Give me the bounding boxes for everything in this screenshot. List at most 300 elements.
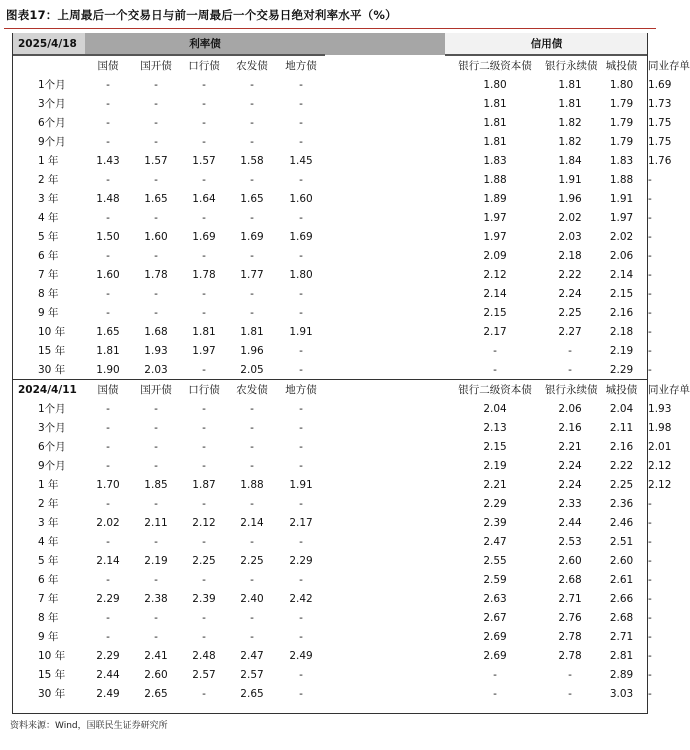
table-cell: 2.22 <box>558 268 582 281</box>
table-cell: 1.78 <box>192 268 216 281</box>
table-cell: 1.77 <box>240 268 264 281</box>
table-row: 10 年 1.65 1.68 1.81 1.81 1.91 2.17 2.27 2.18 - <box>12 322 648 341</box>
table-cell: 2.19 <box>144 554 168 567</box>
tenor-label: 3个月 <box>38 422 66 434</box>
table-cell: - <box>299 249 303 262</box>
table-cell: 2.19 <box>483 459 507 472</box>
table-cell: - <box>250 611 254 624</box>
tenor-label: 1个月 <box>38 403 66 415</box>
tenor-label: 9 年 <box>38 307 59 319</box>
table-cell: - <box>106 535 110 548</box>
table-cell: - <box>568 344 572 357</box>
figure-title: 图表17：上周最后一个交易日与前一周最后一个交易日绝对利率水平（%） <box>6 8 397 22</box>
table-cell: - <box>299 173 303 186</box>
table-cell: - <box>202 611 206 624</box>
tenor-label: 1个月 <box>38 79 66 91</box>
table-cell: - <box>154 116 158 129</box>
table-cell: - <box>250 287 254 300</box>
table-cell: 2.16 <box>609 306 634 319</box>
spacer-cell <box>325 94 445 113</box>
table-cell: - <box>106 287 110 300</box>
table-cell: - <box>154 630 158 643</box>
table-cell: 2.61 <box>609 573 634 586</box>
table-row: 9个月 - - - - - 1.81 1.82 1.79 1.75 <box>12 132 648 151</box>
table-cell: - <box>202 287 206 300</box>
table-cell: 1.60 <box>289 192 313 205</box>
spacer-cell <box>325 494 445 513</box>
table-cell: - <box>154 573 158 586</box>
spacer-cell <box>325 380 445 400</box>
table-cell: - <box>202 97 206 110</box>
table-cell: 2.12 <box>483 268 507 281</box>
table-cell: 3.03 <box>609 687 634 700</box>
table-cell: - <box>154 135 158 148</box>
table-cell: - <box>202 249 206 262</box>
tenor-label: 8 年 <box>38 612 59 624</box>
table-cell: 2.24 <box>558 478 582 491</box>
table-cell: - <box>299 135 303 148</box>
table-cell: - <box>299 421 303 434</box>
table-cell: - <box>299 344 303 357</box>
table-cell: 2.03 <box>144 363 168 376</box>
table-cell: 1.87 <box>192 478 216 491</box>
table-row: 9个月 - - - - - 2.19 2.24 2.22 2.12 <box>12 456 648 475</box>
tenor-label: 10 年 <box>38 326 66 338</box>
table-cell: 2.14 <box>96 554 120 567</box>
table-cell: - <box>250 497 254 510</box>
source-note: 资料来源：Wind，国联民生证券研究所 <box>10 721 168 731</box>
table-cell: 2.38 <box>144 592 168 605</box>
column-header: 银行二级资本债 <box>445 380 545 400</box>
table-cell: - <box>250 249 254 262</box>
table-cell: - <box>299 363 303 376</box>
tenor-label: 9个月 <box>38 136 66 148</box>
tenor-label: 8 年 <box>38 288 59 300</box>
table-cell: 2.76 <box>558 611 582 624</box>
tenor-label: 6 年 <box>38 250 59 262</box>
table-cell: - <box>299 573 303 586</box>
table-cell: - <box>299 687 303 700</box>
table-cell: 2.13 <box>483 421 507 434</box>
table-bottom-border <box>12 713 648 714</box>
table-cell: 2.60 <box>558 554 582 567</box>
table-cell: - <box>106 173 110 186</box>
spacer-cell <box>325 399 445 418</box>
table-cell: - <box>106 97 110 110</box>
rate-table <box>12 33 690 703</box>
column-header: 银行永续债 <box>545 380 595 400</box>
table-cell: 2.78 <box>558 630 582 643</box>
table-cell: 1.88 <box>609 173 634 186</box>
tenor-label: 4 年 <box>38 212 59 224</box>
spacer-cell <box>325 303 445 322</box>
table-cell: 2.29 <box>289 554 313 567</box>
table-cell: 1.97 <box>483 230 507 243</box>
table-cell: - <box>202 687 206 700</box>
table-cell: 2.12 <box>192 516 216 529</box>
table-cell: 1.82 <box>558 135 582 148</box>
table-left-border <box>12 33 13 714</box>
tenor-label: 3个月 <box>38 98 66 110</box>
table-cell: 1.96 <box>240 344 264 357</box>
table-cell: 1.81 <box>483 135 507 148</box>
table-cell: - <box>106 249 110 262</box>
table-cell: 1.93 <box>144 344 168 357</box>
table-cell: - <box>154 249 158 262</box>
table-cell: 2.47 <box>240 649 264 662</box>
table-cell: - <box>250 306 254 319</box>
column-header-row: 国债 国开债 口行债 农发债 地方债 银行二级资本债 银行永续债 城投债 同业存单 <box>12 55 648 75</box>
figure-title-bar <box>0 0 660 30</box>
table-cell: 1.80 <box>609 78 634 91</box>
tenor-label: 6 年 <box>38 574 59 586</box>
table-cell: 1.97 <box>192 344 216 357</box>
table-cell: 1.78 <box>144 268 168 281</box>
table-cell: 1.45 <box>289 154 313 167</box>
spacer-cell <box>325 475 445 494</box>
table-cell: 2.25 <box>192 554 216 567</box>
table-cell: - <box>250 97 254 110</box>
table-cell: 1.81 <box>558 97 582 110</box>
table-cell: 1.57 <box>144 154 168 167</box>
tenor-label: 4 年 <box>38 536 59 548</box>
table-cell: 1.81 <box>96 344 120 357</box>
column-header: 银行永续债 <box>545 60 598 72</box>
spacer-cell <box>325 227 445 246</box>
table-cell: 2.51 <box>609 535 634 548</box>
table-cell: 1.81 <box>240 325 264 338</box>
table-cell: 2.41 <box>144 649 168 662</box>
table-cell: 2.05 <box>240 363 264 376</box>
table-cell: 2.15 <box>483 306 507 319</box>
table-cell: 1.43 <box>96 154 120 167</box>
table-row: 6 年 - - - - - 2.59 2.68 2.61 - <box>12 570 648 589</box>
tenor-label: 15 年 <box>38 669 66 681</box>
table-cell: 1.65 <box>96 325 120 338</box>
spacer-cell <box>325 456 445 475</box>
table-cell: 2.24 <box>558 287 582 300</box>
table-cell: 2.25 <box>558 306 582 319</box>
section-date: 2025/4/18 <box>12 33 85 55</box>
table-cell: 1.84 <box>558 154 582 167</box>
table-cell: 2.17 <box>289 516 313 529</box>
spacer-cell <box>325 532 445 551</box>
table-cell: - <box>202 497 206 510</box>
table-cell: - <box>154 287 158 300</box>
table-cell: - <box>154 402 158 415</box>
table-cell: 1.80 <box>483 78 507 91</box>
spacer-cell <box>325 341 445 360</box>
table-cell: 1.79 <box>609 97 634 110</box>
table-cell: 2.39 <box>483 516 507 529</box>
table-cell: 1.97 <box>483 211 507 224</box>
table-cell: - <box>202 135 206 148</box>
table-cell: - <box>568 668 572 681</box>
table-cell: - <box>106 211 110 224</box>
table-cell: 1.91 <box>289 478 313 491</box>
table-cell: - <box>106 459 110 472</box>
table-cell: 2.03 <box>558 230 582 243</box>
table-cell: 1.64 <box>192 192 216 205</box>
tenor-label: 3 年 <box>38 517 59 529</box>
table-cell: 2.15 <box>483 440 507 453</box>
column-header-row: 2024/4/11 国债 国开债 口行债 农发债 地方债 银行二级资本债 银行永续债 城投债 同业存单 <box>12 380 648 400</box>
table-cell: 2.60 <box>144 668 168 681</box>
spacer-cell <box>325 570 445 589</box>
table-cell: 1.60 <box>96 268 120 281</box>
tenor-label: 30 年 <box>38 364 66 376</box>
table-cell: 2.57 <box>240 668 264 681</box>
spacer-cell <box>325 208 445 227</box>
table-cell: - <box>299 78 303 91</box>
table-cell: 1.79 <box>609 135 634 148</box>
table-cell: 1.69 <box>289 230 313 243</box>
table-cell: - <box>493 687 497 700</box>
table-cell: 2.11 <box>609 421 634 434</box>
table-row: 5 年 2.14 2.19 2.25 2.25 2.29 2.55 2.60 2.60 - <box>12 551 648 570</box>
table-row: 5 年 1.50 1.60 1.69 1.69 1.69 1.97 2.03 2.02 - <box>12 227 648 246</box>
spacer-cell <box>325 418 445 437</box>
table-cell: 1.65 <box>144 192 168 205</box>
column-header: 农发债 <box>236 60 268 72</box>
table-cell: - <box>299 668 303 681</box>
table-cell: - <box>154 211 158 224</box>
table-cell: 2.29 <box>609 363 634 376</box>
table-cell: 2.19 <box>609 344 634 357</box>
column-header: 地方债 <box>285 60 317 72</box>
table-cell: - <box>250 402 254 415</box>
column-header: 国债 <box>85 380 131 400</box>
table-cell: 1.58 <box>240 154 264 167</box>
table-cell: 2.06 <box>558 402 582 415</box>
table-cell: 2.69 <box>483 649 507 662</box>
group-header-row <box>12 33 648 55</box>
table-row: 10 年 2.29 2.41 2.48 2.47 2.49 2.69 2.78 2.81 - <box>12 646 648 665</box>
table-cell: 2.71 <box>558 592 582 605</box>
table-cell: - <box>106 116 110 129</box>
table-cell: 1.90 <box>96 363 120 376</box>
table-cell: - <box>202 173 206 186</box>
table-cell: 1.69 <box>240 230 264 243</box>
table-row: 2 年 - - - - - 1.88 1.91 1.88 - <box>12 170 648 189</box>
table-cell: 2.22 <box>609 459 634 472</box>
table-cell: 1.81 <box>483 116 507 129</box>
table-cell: 2.65 <box>240 687 264 700</box>
column-header: 口行债 <box>181 380 227 400</box>
table-cell: - <box>250 135 254 148</box>
table-cell: 1.91 <box>289 325 313 338</box>
table-cell: 1.81 <box>483 97 507 110</box>
table-cell: 2.44 <box>558 516 582 529</box>
table-cell: - <box>202 78 206 91</box>
table-row: 3 年 1.48 1.65 1.64 1.65 1.60 1.89 1.96 1.91 - <box>12 189 648 208</box>
table-cell: - <box>106 402 110 415</box>
table-cell: - <box>493 363 497 376</box>
table-cell: - <box>106 497 110 510</box>
table-cell: 2.89 <box>609 668 634 681</box>
column-header: 国债 <box>97 60 119 72</box>
table-cell: - <box>154 97 158 110</box>
table-cell: - <box>299 402 303 415</box>
table-cell: - <box>106 573 110 586</box>
table-cell: 2.21 <box>558 440 582 453</box>
table-cell: 1.60 <box>144 230 168 243</box>
table-cell: 1.82 <box>558 116 582 129</box>
table-cell: - <box>202 630 206 643</box>
table-cell: 2.25 <box>240 554 264 567</box>
table-cell: 1.91 <box>609 192 634 205</box>
table-cell: - <box>299 535 303 548</box>
tenor-label: 2 年 <box>38 174 59 186</box>
spacer-cell <box>325 132 445 151</box>
table-cell: 2.40 <box>240 592 264 605</box>
table-cell: 2.71 <box>609 630 634 643</box>
table-cell: - <box>106 630 110 643</box>
table-cell: - <box>568 687 572 700</box>
table-cell: 2.44 <box>96 668 120 681</box>
spacer-cell <box>325 151 445 170</box>
table-cell: 1.68 <box>144 325 168 338</box>
table-cell: 2.21 <box>483 478 507 491</box>
table-cell: 2.68 <box>609 611 634 624</box>
table-cell: - <box>250 173 254 186</box>
table-cell: - <box>106 135 110 148</box>
table-row: 7 年 1.60 1.78 1.78 1.77 1.80 2.12 2.22 2.14 - <box>12 265 648 284</box>
table-cell: 1.83 <box>609 154 634 167</box>
table-cell: 1.81 <box>558 78 582 91</box>
column-header: 口行债 <box>188 60 220 72</box>
table-row: 8 年 - - - - - 2.14 2.24 2.15 - <box>12 284 648 303</box>
tenor-label: 7 年 <box>38 269 59 281</box>
column-header: 城投债 <box>605 60 638 72</box>
table-row: 15 年 1.81 1.93 1.97 1.96 - - - 2.19 - <box>12 341 648 360</box>
spacer-cell <box>325 627 445 646</box>
table-cell: - <box>299 440 303 453</box>
table-cell: - <box>106 306 110 319</box>
table-cell: - <box>202 116 206 129</box>
section-date: 2024/4/11 <box>12 380 85 400</box>
table-cell: - <box>106 78 110 91</box>
spacer-cell <box>325 665 445 684</box>
table-cell: 2.33 <box>558 497 582 510</box>
table-row: 9 年 - - - - - 2.69 2.78 2.71 - <box>12 627 648 646</box>
spacer-cell <box>325 437 445 456</box>
table-cell: 2.36 <box>609 497 634 510</box>
table-row: 6个月 - - - - - 2.15 2.21 2.16 2.01 <box>12 437 648 456</box>
table-cell: 1.79 <box>609 116 634 129</box>
table-cell: 2.18 <box>558 249 582 262</box>
spacer-cell <box>325 322 445 341</box>
table-cell: 1.81 <box>192 325 216 338</box>
tenor-label: 5 年 <box>38 231 59 243</box>
table-cell: 2.29 <box>483 497 507 510</box>
table-cell: - <box>250 440 254 453</box>
table-cell: - <box>202 573 206 586</box>
table-cell: - <box>299 497 303 510</box>
table-cell: 2.17 <box>483 325 507 338</box>
tenor-label: 9 年 <box>38 631 59 643</box>
table-cell: 2.69 <box>483 630 507 643</box>
table-cell: - <box>299 97 303 110</box>
table-cell: 2.04 <box>483 402 507 415</box>
table-cell: 2.63 <box>483 592 507 605</box>
table-row: 3个月 - - - - - 2.13 2.16 2.11 1.98 <box>12 418 648 437</box>
table-cell: - <box>250 421 254 434</box>
table-row: 15 年 2.44 2.60 2.57 2.57 - - - 2.89 - <box>12 665 648 684</box>
table-cell: - <box>299 211 303 224</box>
table-cell: - <box>299 116 303 129</box>
table-cell: - <box>250 573 254 586</box>
table-cell: 2.29 <box>96 649 120 662</box>
table-cell: 2.04 <box>609 402 634 415</box>
table-cell: - <box>154 459 158 472</box>
table-cell: - <box>202 535 206 548</box>
table-row: 1 年 1.43 1.57 1.57 1.58 1.45 1.83 1.84 1.83 1.76 <box>12 151 648 170</box>
table-cell: - <box>106 611 110 624</box>
table-row: 30 年 2.49 2.65 - 2.65 - - - 3.03 - <box>12 684 648 703</box>
table-cell: - <box>299 611 303 624</box>
title-rule <box>4 28 656 29</box>
tenor-label: 1 年 <box>38 155 59 167</box>
table-cell: 2.24 <box>558 459 582 472</box>
table-cell: 2.11 <box>144 516 168 529</box>
table-cell: 2.39 <box>192 592 216 605</box>
table-cell: - <box>154 78 158 91</box>
tenor-label: 5 年 <box>38 555 59 567</box>
table-cell: 2.57 <box>192 668 216 681</box>
table-row: 30 年 1.90 2.03 - 2.05 - - - 2.29 - <box>12 360 648 380</box>
table-cell: 2.16 <box>558 421 582 434</box>
table-cell: 2.25 <box>609 478 634 491</box>
spacer-cell <box>325 246 445 265</box>
table-cell: 2.09 <box>483 249 507 262</box>
table-cell: 2.49 <box>289 649 313 662</box>
table-row: 3个月 - - - - - 1.81 1.81 1.79 1.73 <box>12 94 648 113</box>
table-cell: - <box>493 668 497 681</box>
table-cell: - <box>493 344 497 357</box>
tenor-label: 9个月 <box>38 460 66 472</box>
table-cell: 2.14 <box>609 268 634 281</box>
group-header-rate-bond: 利率债 <box>85 33 325 55</box>
table-cell: - <box>250 116 254 129</box>
spacer-cell <box>325 75 445 94</box>
table-cell: 2.02 <box>558 211 582 224</box>
spacer-cell <box>325 684 445 703</box>
table-cell: 2.55 <box>483 554 507 567</box>
table-cell: 2.02 <box>609 230 634 243</box>
table-cell: 1.96 <box>558 192 582 205</box>
table-cell: 2.42 <box>289 592 313 605</box>
tenor-label: 6个月 <box>38 117 66 129</box>
table-cell: - <box>568 363 572 376</box>
table-cell: - <box>154 611 158 624</box>
table-cell: - <box>299 306 303 319</box>
table-cell: 2.78 <box>558 649 582 662</box>
tenor-label: 1 年 <box>38 479 59 491</box>
table-row: 7 年 2.29 2.38 2.39 2.40 2.42 2.63 2.71 2.66 - <box>12 589 648 608</box>
table-cell: - <box>202 459 206 472</box>
spacer-cell <box>325 360 445 380</box>
table-cell: 1.50 <box>96 230 120 243</box>
table-cell: 2.47 <box>483 535 507 548</box>
table-cell: 2.67 <box>483 611 507 624</box>
table-cell: - <box>202 306 206 319</box>
table-cell: 2.02 <box>96 516 120 529</box>
table-cell: 2.49 <box>96 687 120 700</box>
table-cell: 2.14 <box>483 287 507 300</box>
table-cell: 2.27 <box>558 325 582 338</box>
table-cell: - <box>106 421 110 434</box>
